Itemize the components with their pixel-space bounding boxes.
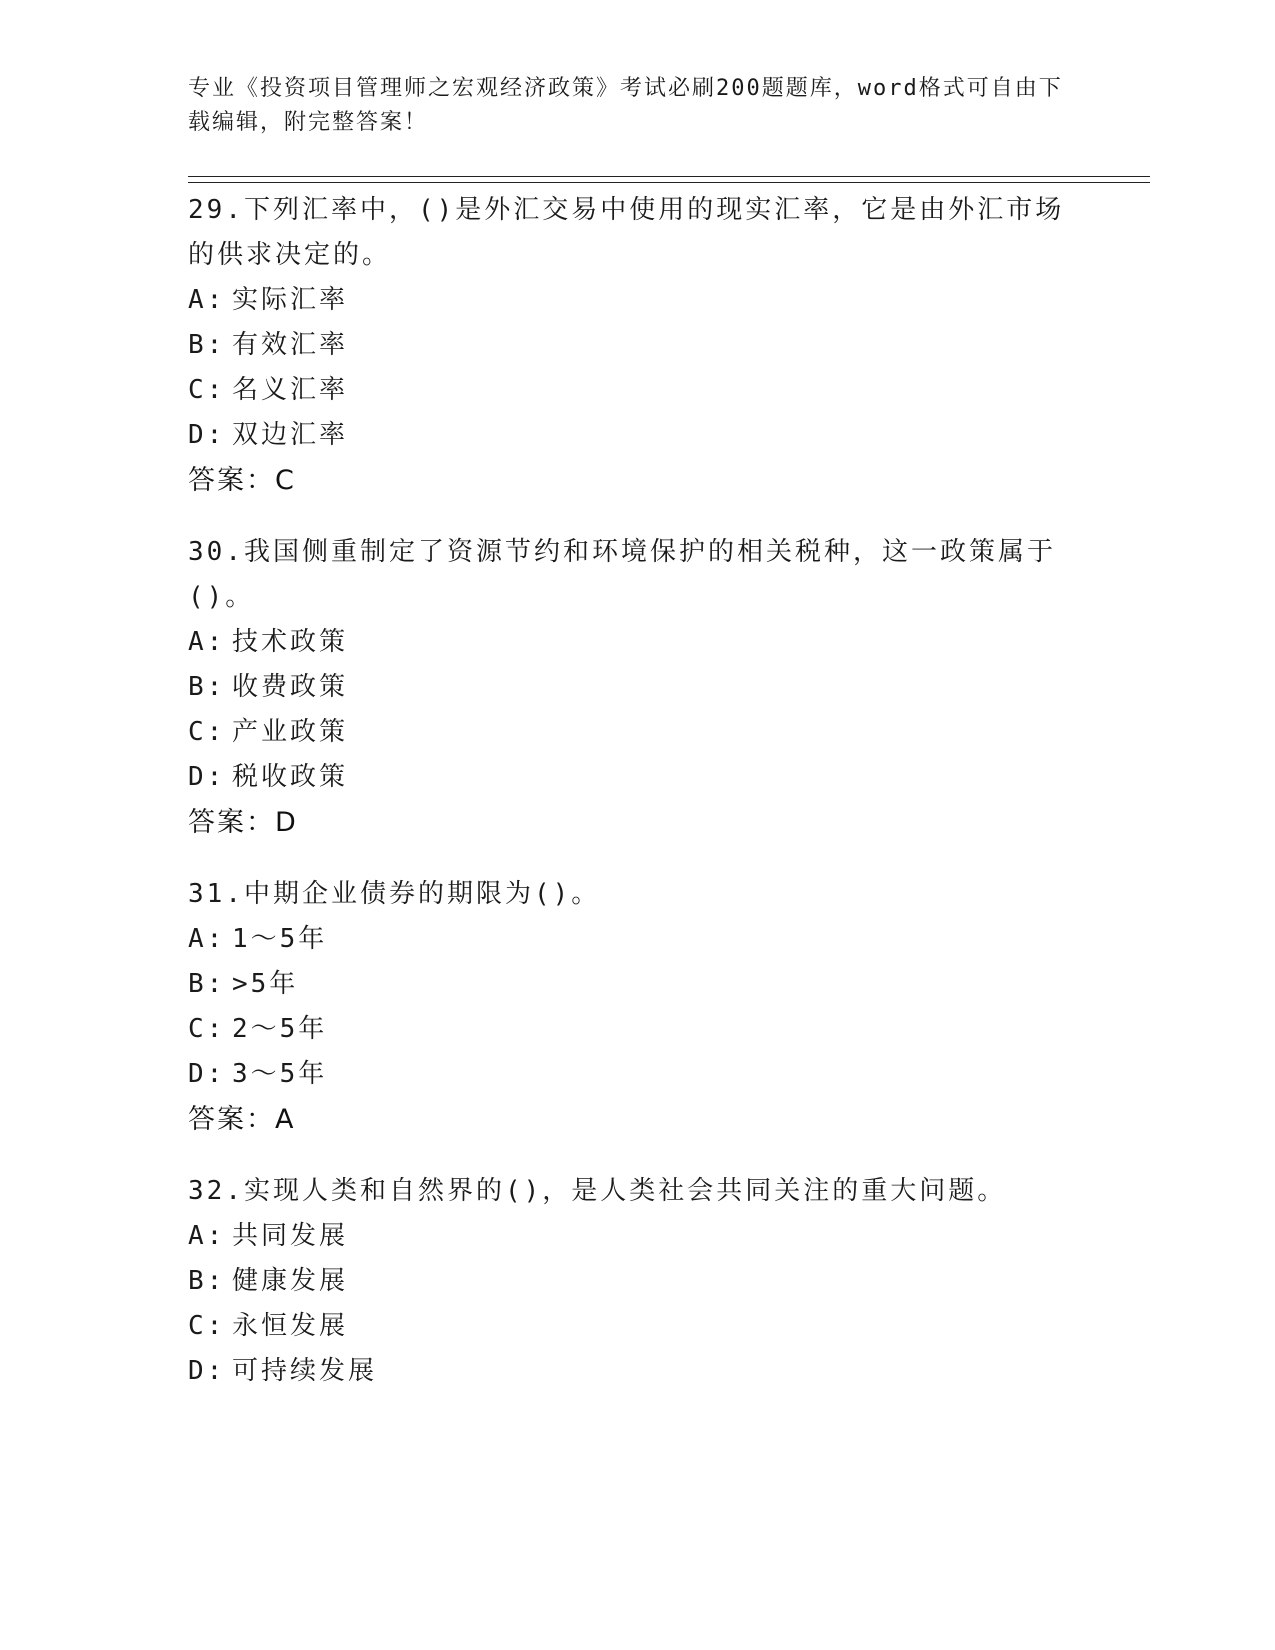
question-stem	[188, 188, 1088, 278]
option-letter: A :	[188, 278, 232, 323]
option-letter: D :	[188, 1349, 232, 1394]
option-c	[188, 368, 1088, 413]
option-letter: C :	[188, 710, 232, 755]
question-30	[188, 530, 1088, 845]
option-b	[188, 962, 1088, 1007]
header-divider-bottom	[188, 182, 1150, 183]
option-text: 永恒发展	[232, 1311, 349, 1341]
question-stem	[188, 530, 1088, 620]
option-text: 名义汇率	[232, 375, 349, 405]
option-a	[188, 917, 1088, 962]
option-text: 实际汇率	[232, 285, 349, 315]
question-text: 下列汇率中，()是外汇交易中使用的现实汇率，它是由外汇市场的供求决定的。	[188, 195, 1065, 270]
answer-line: 答案：A	[188, 1104, 296, 1135]
option-text: 可持续发展	[232, 1356, 378, 1386]
document-header: 专业《投资项目管理师之宏观经济政策》考试必刷200题题库，word格式可自由下载编辑，附完整答案！	[188, 76, 1063, 135]
option-b	[188, 323, 1088, 368]
option-c	[188, 710, 1088, 755]
question-number: 32 .	[188, 1176, 244, 1206]
header-divider-top	[188, 176, 1150, 177]
option-text: 2～5年	[232, 1014, 328, 1044]
option-a	[188, 1214, 1088, 1259]
answer-line: 答案：C	[188, 465, 296, 496]
option-text: 3～5年	[232, 1059, 328, 1089]
option-letter: C :	[188, 1007, 232, 1052]
option-text: 收费政策	[232, 672, 349, 702]
option-d	[188, 755, 1088, 800]
answer-line: 答案：D	[188, 807, 298, 838]
question-text: 我国侧重制定了资源节约和环境保护的相关税种，这一政策属于()。	[188, 537, 1056, 612]
question-list	[188, 188, 1088, 1421]
option-letter: D :	[188, 755, 232, 800]
option-b	[188, 1259, 1088, 1304]
option-letter: B :	[188, 1259, 232, 1304]
option-a	[188, 620, 1088, 665]
option-letter: C :	[188, 368, 232, 413]
option-a	[188, 278, 1088, 323]
option-c	[188, 1007, 1088, 1052]
question-stem	[188, 872, 1088, 917]
question-31	[188, 872, 1088, 1142]
option-b	[188, 665, 1088, 710]
option-d	[188, 413, 1088, 458]
option-text: 税收政策	[232, 762, 349, 792]
option-d	[188, 1052, 1088, 1097]
question-29	[188, 188, 1088, 503]
option-letter: D :	[188, 413, 232, 458]
option-letter: A :	[188, 917, 232, 962]
question-text: 实现人类和自然界的()，是人类社会共同关注的重大问题。	[243, 1176, 1007, 1206]
option-letter: B :	[188, 962, 232, 1007]
option-letter: D :	[188, 1052, 232, 1097]
option-letter: A :	[188, 1214, 232, 1259]
question-number: 30 .	[188, 537, 244, 567]
option-text: >5年	[232, 969, 299, 999]
option-letter: B :	[188, 665, 232, 710]
option-letter: B :	[188, 323, 232, 368]
option-text: 产业政策	[232, 717, 349, 747]
question-number: 29 .	[188, 195, 244, 225]
option-d	[188, 1349, 1088, 1394]
option-text: 技术政策	[232, 627, 349, 657]
option-text: 双边汇率	[232, 420, 349, 450]
option-letter: C :	[188, 1304, 232, 1349]
question-stem	[188, 1169, 1088, 1214]
question-32	[188, 1169, 1088, 1394]
option-c	[188, 1304, 1088, 1349]
option-letter: A :	[188, 620, 232, 665]
option-text: 健康发展	[232, 1266, 349, 1296]
option-text: 共同发展	[232, 1221, 349, 1251]
option-text: 有效汇率	[232, 330, 349, 360]
question-number: 31 .	[188, 879, 244, 909]
option-text: 1～5年	[232, 924, 328, 954]
question-text: 中期企业债券的期限为()。	[243, 879, 601, 909]
